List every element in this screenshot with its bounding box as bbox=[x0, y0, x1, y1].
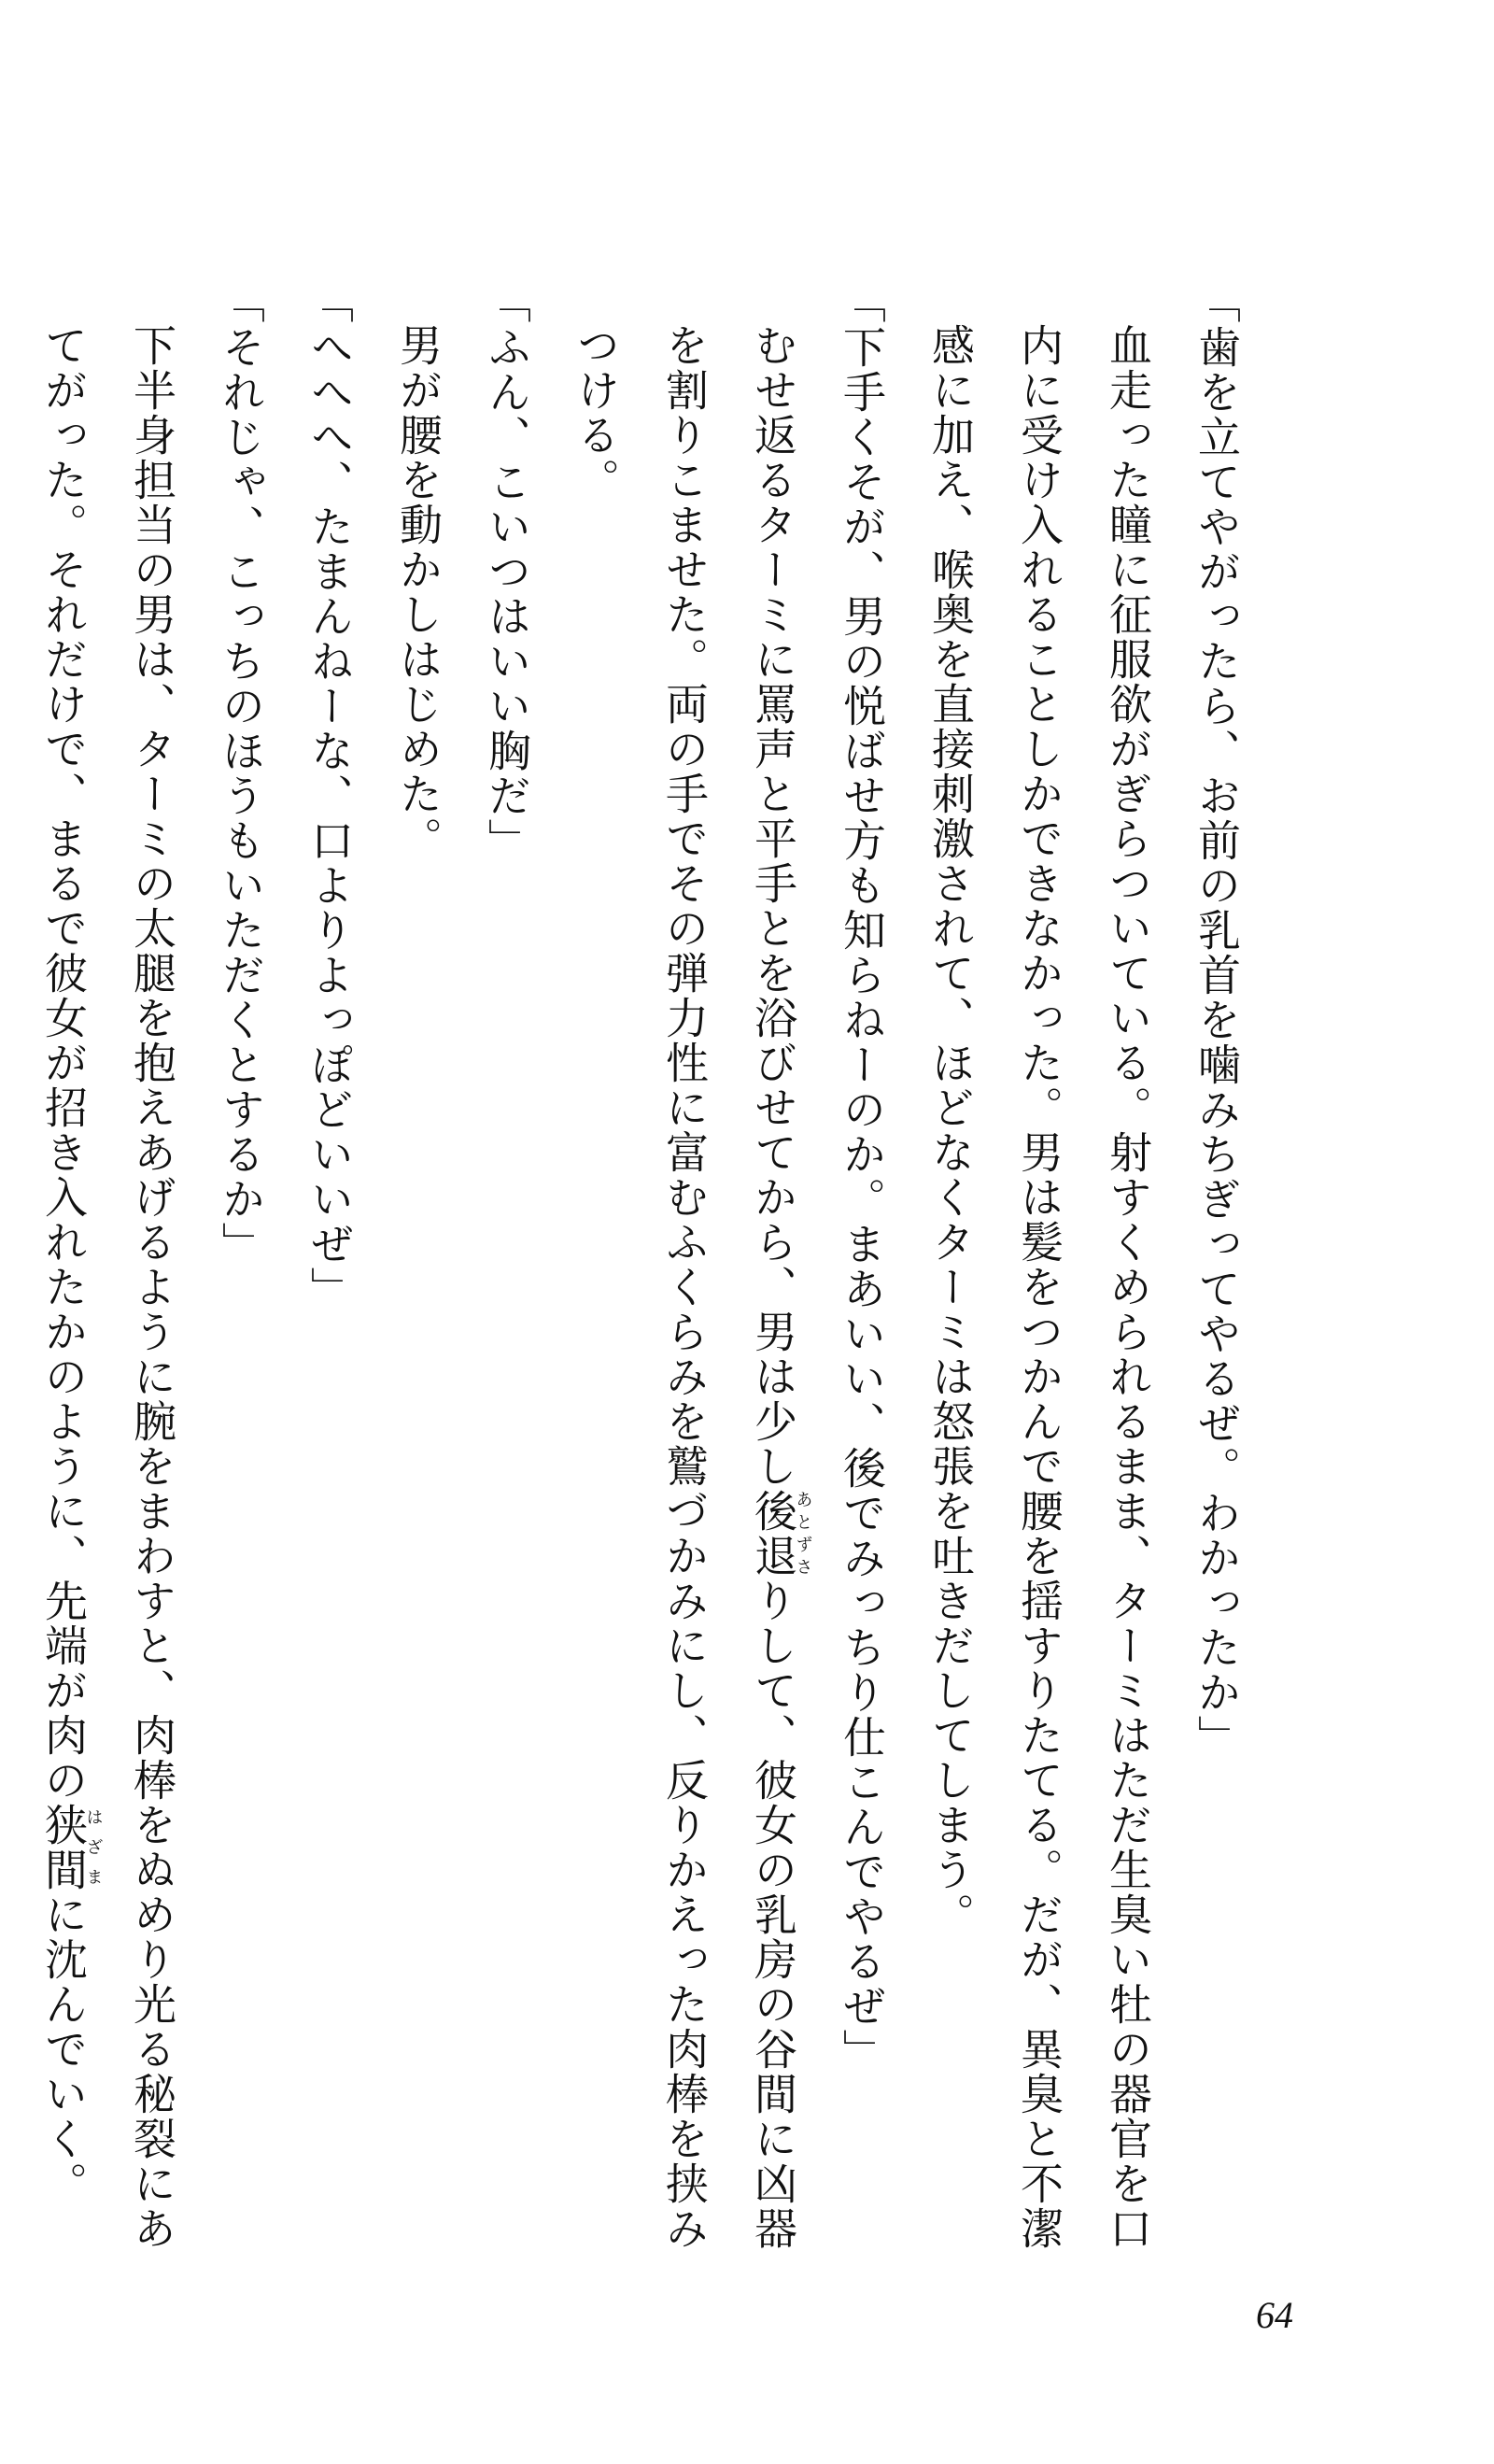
text-line: 血走った瞳に征服欲がぎらついている。射すくめられるまま、ターミはただ生臭い牡の器官を口内に受け入れることしかできなかった。男は髪をつかんで腰を揺すりたてる。だが、異臭と不潔感に加え、喉奥を直接刺激されて、ほどなくターミは怒張を吐きだしてしまう。 bbox=[925, 323, 1153, 2251]
text-line: 「ふん、こいつはいい胸だ」 bbox=[482, 280, 532, 863]
text-line: 「下手くそが、男の悦ばせ方も知らねーのか。まあいい、後でみっちり仕こんでやるぜ」 bbox=[837, 280, 887, 2074]
text-line: 下半身担当の男は、ターミの太腿を抱えあげるように腕をまわすと、肉棒をぬめり光る秘裂にあてがった。それだけで、まるで彼女が招き入れたかのように、先端が肉の狭間はざまに沈んでいく。 bbox=[38, 323, 177, 2251]
page-number: 64 bbox=[1256, 2294, 1293, 2336]
text-line bbox=[0, 280, 19, 2288]
vertical-text-block bbox=[38, 280, 1261, 2288]
text-line: 「それじゃ、こっちのほうもいただくとするか」 bbox=[216, 280, 266, 1267]
text-line: 男が腰を動かしはじめた。 bbox=[393, 323, 444, 861]
ruby-annotation: 狭間はざま bbox=[38, 1803, 104, 1892]
text-line: 「歯を立てやがったら、お前の乳首を噛みちぎってやるぜ。わかったか」 bbox=[1191, 280, 1242, 1760]
ruby-annotation: 後退あとずさ bbox=[748, 1489, 813, 1579]
text-line: 「へへへ、たまんねーな、口よりよっぽどいいぜ」 bbox=[304, 280, 355, 1311]
text-line: むせ返るターミに罵声と平手とを浴びせてから、男は少し後退あとずさりして、彼女の乳房の谷間に凶器を割りこませた。両の手でその弾力性に富むふくらみを鷲づかみにし、反りかえった肉棒を挟みつける。 bbox=[571, 323, 813, 2251]
